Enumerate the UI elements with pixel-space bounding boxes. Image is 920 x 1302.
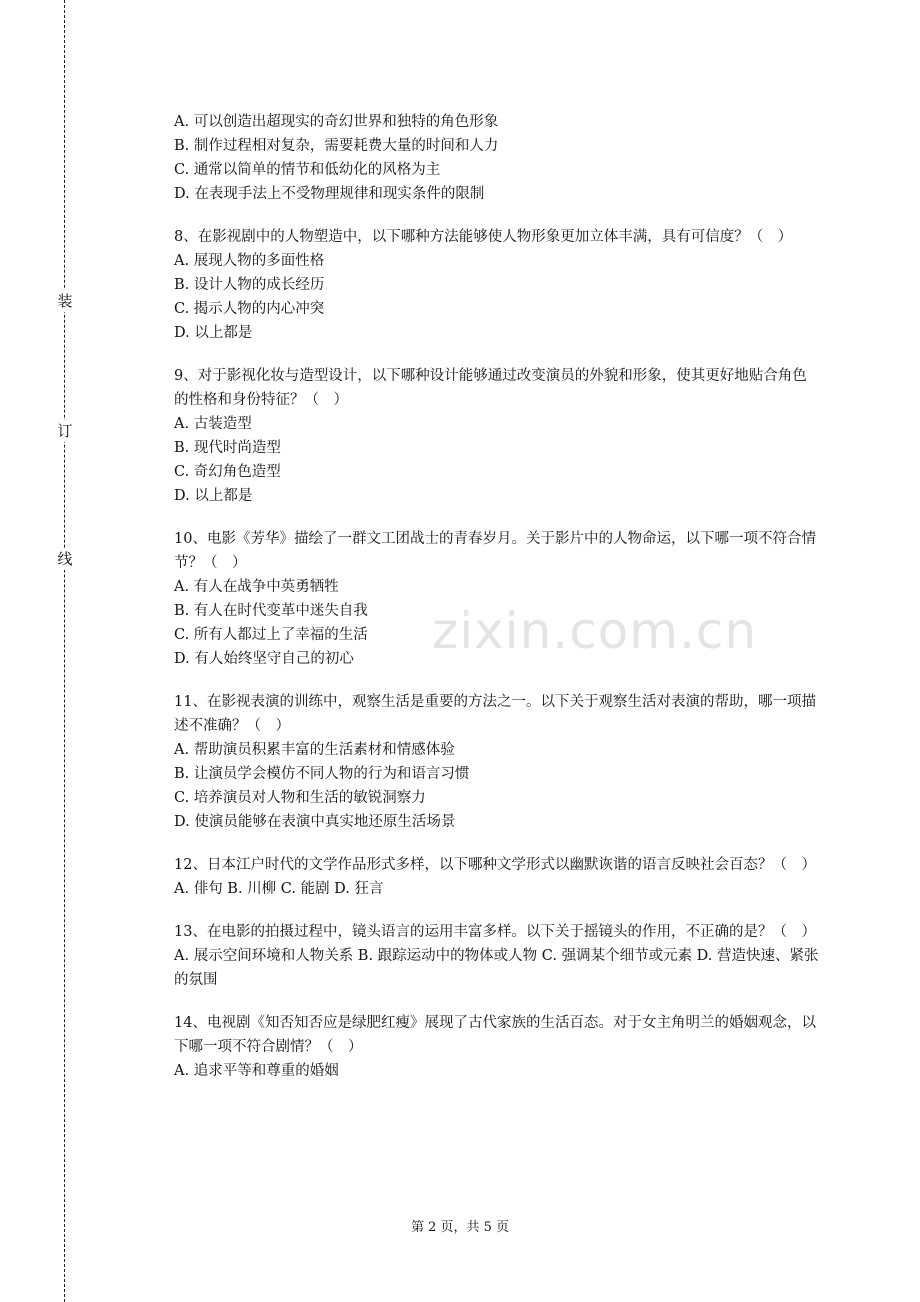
option-d: D. 以上都是 (174, 488, 253, 504)
option-d: D. 以上都是 (174, 325, 253, 341)
question-8 (174, 225, 820, 345)
option-d: D. 有人始终坚守自己的初心 (174, 651, 354, 667)
q7-option-a: A. 可以创造出超现实的奇幻世界和独特的角色形象 (174, 114, 499, 130)
question-stem: 10、电影《芳华》描绘了一群文工团战士的青春岁月。关于影片中的人物命运，以下哪一项不符合情节？（ ） (174, 531, 816, 571)
inline-options: A. 展示空间环境和人物关系 B. 跟踪运动中的物体或人物 C. 强调某个细节或元素 D. 营造快速、紧张的氛围 (174, 948, 819, 988)
question-11 (174, 690, 820, 834)
option-c: C. 揭示人物的内心冲突 (174, 301, 325, 317)
question-stem: 14、电视剧《知否知否应是绿肥红瘦》展现了古代家族的生活百态。对于女主角明兰的婚姻观念，以下哪一项不符合剧情？（ ） (174, 1015, 816, 1055)
option-c: C. 所有人都过上了幸福的生活 (174, 627, 368, 643)
option-b: B. 让演员学会模仿不同人物的行为和语言习惯 (174, 766, 470, 782)
question-stem: 13、在电影的拍摄过程中，镜头语言的运用丰富多样。以下关于摇镜头的作用，不正确的是？（ ） (174, 924, 816, 940)
binding-char-zhuang: 装 (57, 292, 73, 310)
binding-char-xian: 线 (57, 550, 73, 568)
option-b: B. 现代时尚造型 (174, 440, 281, 456)
option-c: C. 奇幻角色造型 (174, 464, 281, 480)
question-stem: 12、日本江户时代的文学作品形式多样，以下哪种文学形式以幽默诙谐的语言反映社会百态？（ ） (174, 857, 816, 873)
option-b: B. 有人在时代变革中迷失自我 (174, 603, 368, 619)
watermark: zixin.com.cn (432, 602, 758, 660)
option-a: A. 有人在战争中英勇牺牲 (174, 579, 339, 595)
option-a: A. 帮助演员积累丰富的生活素材和情感体验 (174, 742, 455, 758)
question-content (174, 110, 820, 1083)
q7-option-b: B. 制作过程相对复杂，需要耗费大量的时间和人力 (174, 138, 499, 154)
question-14 (174, 1011, 820, 1083)
question-10 (174, 527, 820, 671)
option-a: A. 展现人物的多面性格 (174, 253, 325, 269)
question-stem: 11、在影视表演的训练中，观察生活是重要的方法之一。以下关于观察生活对表演的帮助，哪一项描述不准确？（ ） (174, 694, 816, 734)
option-a: A. 古装造型 (174, 416, 252, 432)
binding-char-ding: 订 (57, 422, 73, 440)
question-stem: 9、对于影视化妆与造型设计，以下哪种设计能够通过改变演员的外貌和形象，使其更好地贴合角色的性格和身份特征？（ ） (174, 368, 807, 408)
option-b: B. 设计人物的成长经历 (174, 277, 325, 293)
question-9 (174, 364, 820, 508)
inline-options: A. 俳句 B. 川柳 C. 能剧 D. 狂言 (174, 881, 384, 897)
option-a: A. 追求平等和尊重的婚姻 (174, 1063, 339, 1079)
q7-option-c: C. 通常以简单的情节和低幼化的风格为主 (174, 162, 441, 178)
q7-options (174, 110, 820, 206)
option-c: C. 培养演员对人物和生活的敏锐洞察力 (174, 790, 426, 806)
q7-option-d: D. 在表现手法上不受物理规律和现实条件的限制 (174, 186, 485, 202)
option-d: D. 使演员能够在表演中真实地还原生活场景 (174, 814, 456, 830)
question-stem: 8、在影视剧中的人物塑造中，以下哪种方法能够使人物形象更加立体丰满，具有可信度？（ ） (174, 229, 793, 245)
binding-dashed-line (64, 0, 65, 1302)
question-13 (174, 920, 820, 992)
page-footer: 第 2 页，共 5 页 (410, 1220, 510, 1235)
question-12 (174, 853, 820, 901)
